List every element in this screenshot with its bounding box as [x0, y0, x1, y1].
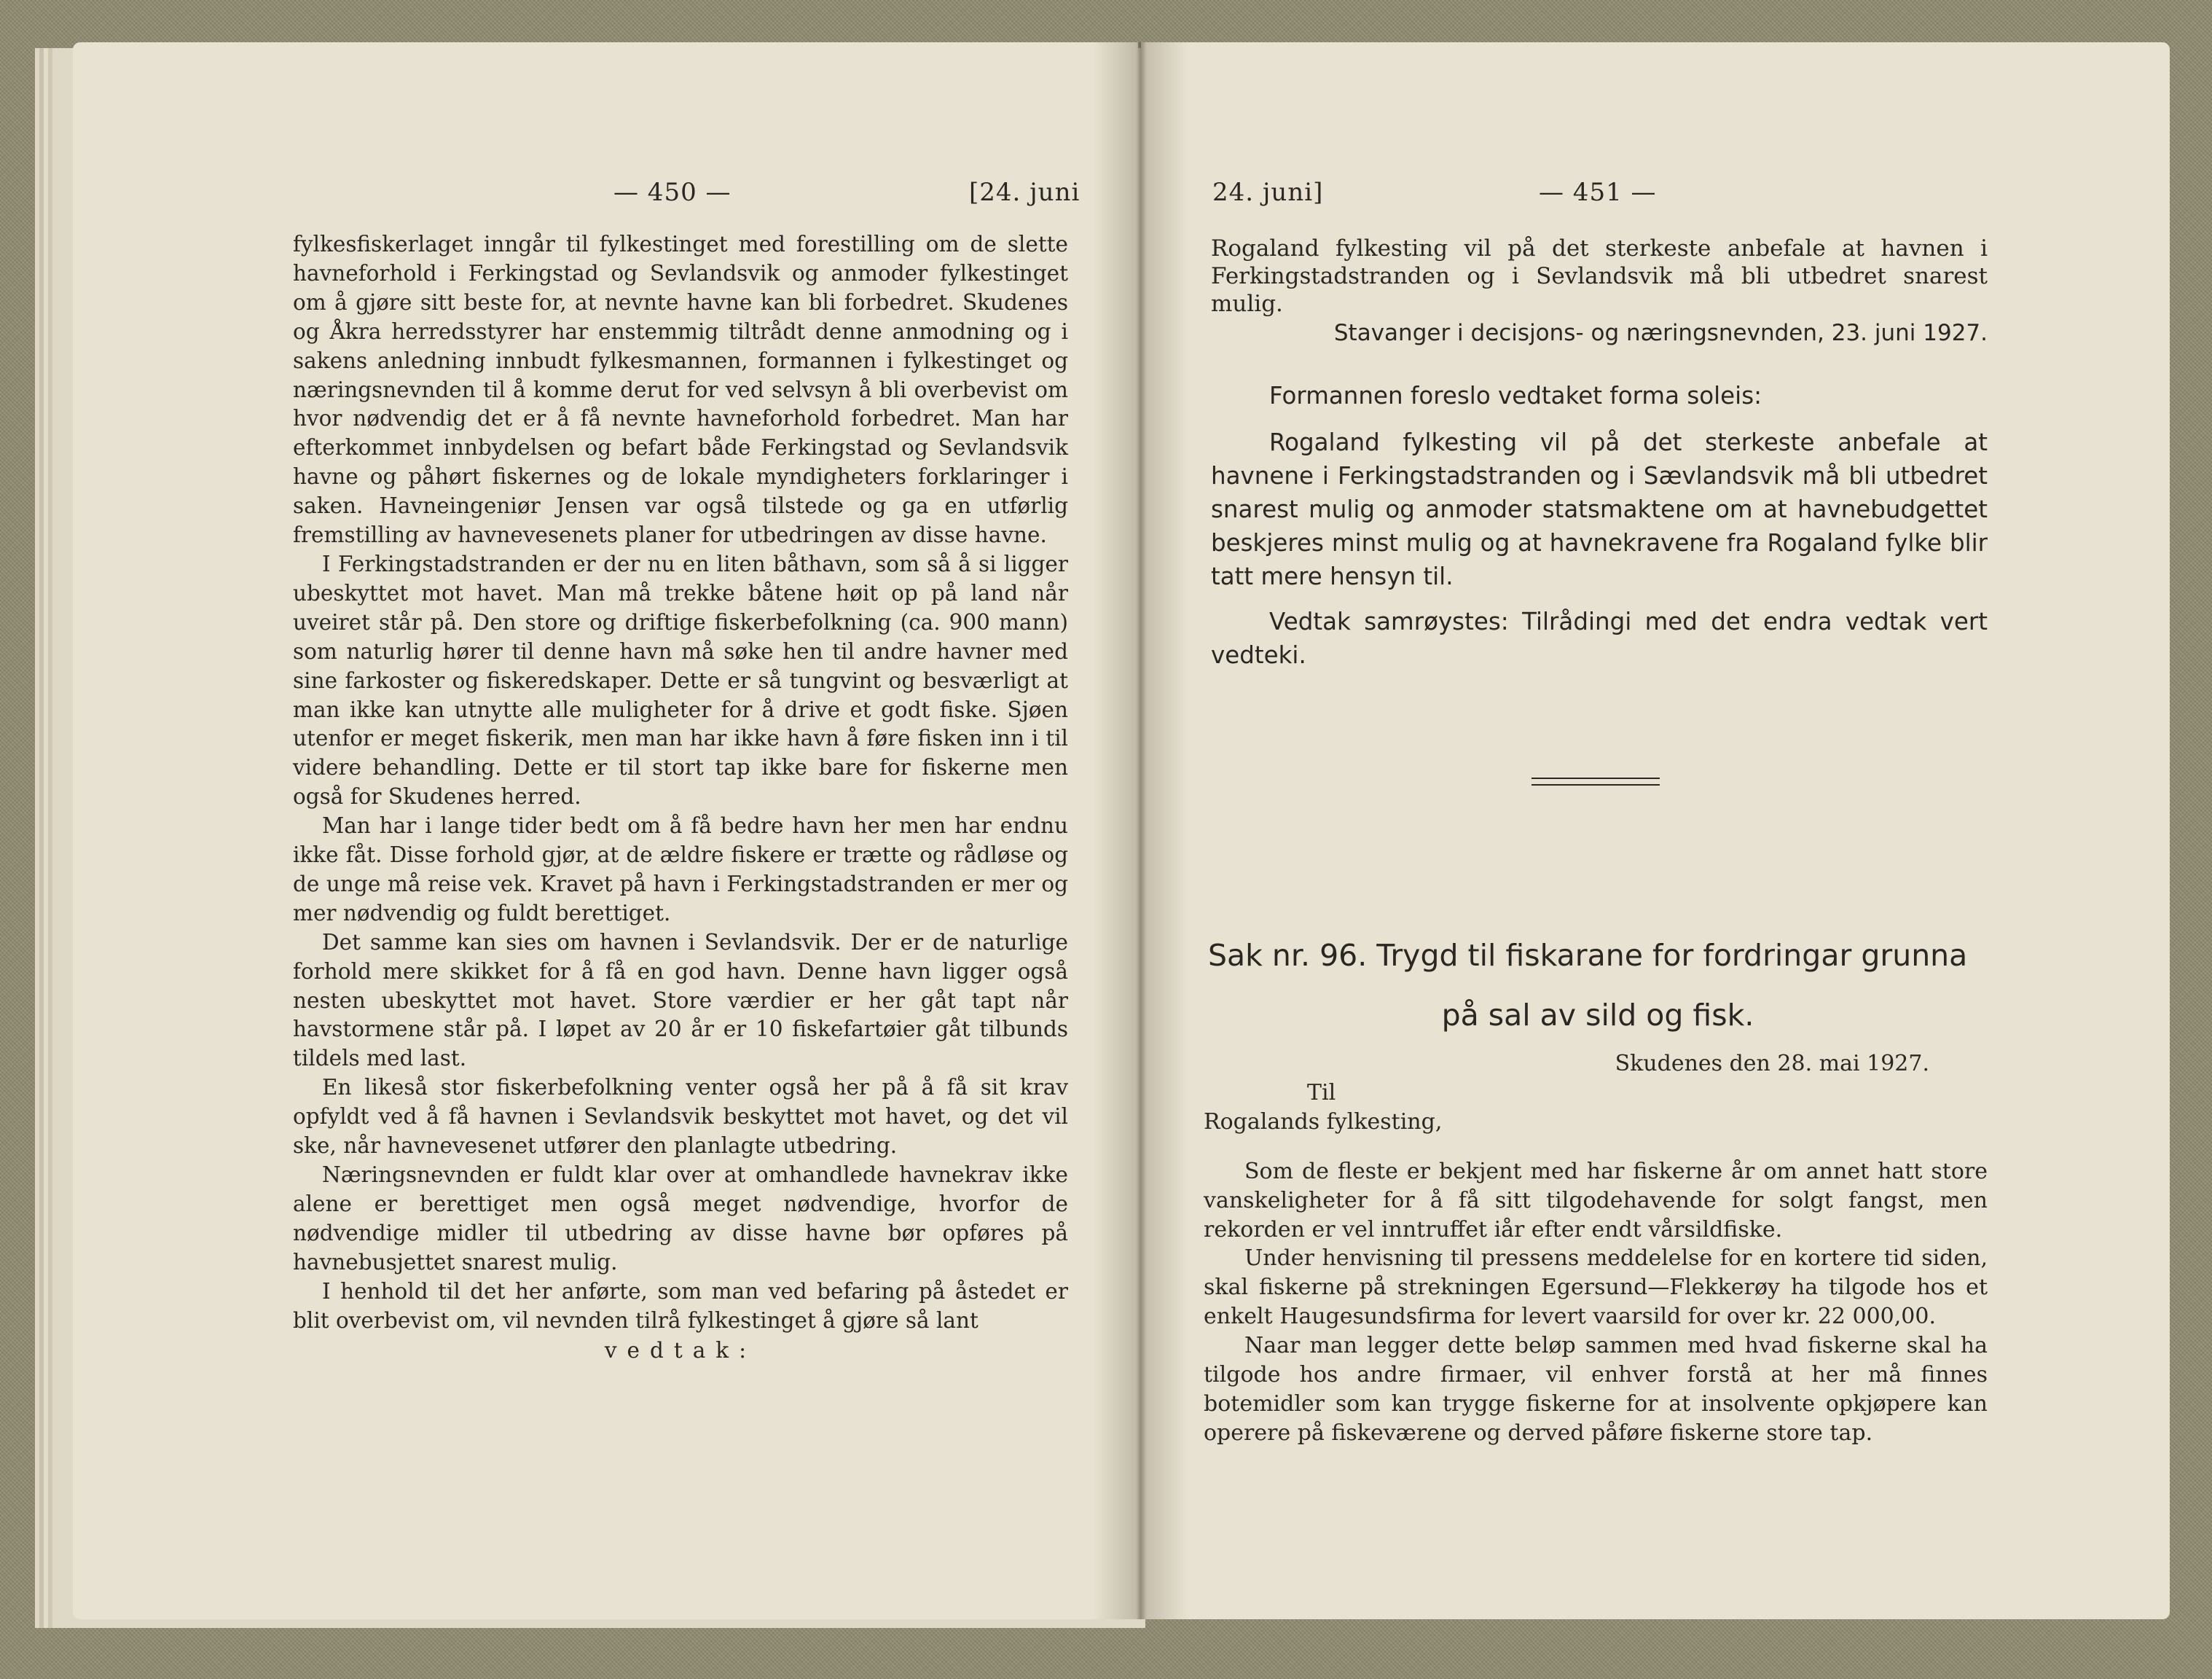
section-divider [1531, 778, 1660, 786]
proposal-intro: Formannen foreslo vedtaket forma soleis: [1269, 382, 1762, 410]
resolution-block [1211, 605, 1988, 672]
letter-paragraph-3: Naar man legger dette beløp sammen med hvad fiskerne skal ha tilgode hos andre firmaer, vil enhver forstå at her må finnes botemidler som kan trygge fiskerne for at insolvente opkjøpere kan operere på fiskeværene og derved påføre fiskerne store tap. [1204, 1333, 1988, 1446]
proposal-text: Rogaland fylkesting vil på det sterkeste anbefale at havnene i Ferkingstadstranden og i Sævlandsvik må bli utbedret snarest mulig og anmoder statsmaktene om at havnebudgettet beskjeres minst mulig og at havnekravene fra Rogaland fylke blir tatt mere hensyn til. [1211, 428, 1988, 590]
left-running-head: [24. juni [969, 178, 1080, 207]
left-paragraph-5: En likeså stor fiskerbefolkning venter også her på å få sit krav opfyldt ved å få havnen i Sevlandsvik beskyttet mot havet, og det vil ske, når havnevesenet utfører den planlagte utbedring. [293, 1075, 1068, 1159]
vedtak-label: vedtak: [604, 1338, 757, 1363]
left-body-text [293, 230, 1068, 1366]
right-opening-block [1211, 235, 1988, 318]
book-gutter [1093, 42, 1189, 1619]
case-heading-line-2: på sal av sild og fisk. [1441, 998, 1754, 1033]
left-page-number: — 450 — [613, 178, 732, 207]
left-paragraph-1: fylkesfiskerlaget inngår til fylkestinget med forestilling om de slette havneforhold i Ferkingstad og Sevlandsvik og anmoder fylkestinget om å gjøre sitt beste for, at nevnte havne kan bli forbedret. Skudenes og Åkra herredsstyrer har enstemmig tiltrådt denne anmodning og i sakens anledning innbudt fylkesmannen, formannen i fylkestinget og næringsnevnden til å komme derut for ved selvsyn å bli overbevist om hvor nødvendig det er å få nevnte havneforhold forbedret. Man har efterkommet innbydelsen og befart både Ferkingstad og Sevlandsvik havne og påhørt fiskernes og de lokale myndigheters forklaringer i saken. Havneingeniør Jensen var også tilstede og ga en utførlig fremstilling av havnevesenets planer for utbedringen av disse havne. [293, 232, 1068, 548]
letter-date: Skudenes den 28. mai 1927. [1615, 1051, 1929, 1076]
left-paragraph-2: I Ferkingstadstranden er der nu en liten båthavn, som så å si ligger ubeskyttet mot havet. Man må trekke båtene høit op på land når uveiret står på. Den store og driftige fiskerbefolkning (ca. 900 mann) som naturlig hører til denne havn må søke hen til andre havner med sine farkoster og fiskeredskaper. Dette er så tungvint og besværligt at man ikke kan utnytte alle muligheter for å drive et godt fiske. Sjøen utenfor er meget fiskerik, men man har ikke havn å føre fisken inn i til videre behandling. Dette er til stort tap ikke bare for fiskerne men også for Skudenes herred. [293, 551, 1068, 810]
letter-block [1204, 1049, 1988, 1448]
left-paragraph-3: Man har i lange tider bedt om å få bedre havn her men har endnu ikke fåt. Disse forhold gjør, at de ældre fiskere er trætte og rådløse og de unge må reise vek. Kravet på havn i Ferkingstadstranden er mer og mer nødvendig og fuldt berettiget. [293, 813, 1068, 925]
salutation-to: Til [1307, 1079, 1336, 1105]
left-paragraph-4: Det samme kan sies om havnen i Sevlandsvik. Der er de naturlige forhold mere skikket for å få en god havn. Denne havn ligger også nesten ubeskyttet mot havet. Store værdier er her gåt tapt når havstormene står på. I løpet av 20 år er 10 fiskefartøier gåt tilbunds tildels med last. [293, 929, 1068, 1071]
case-heading-line-1: Sak nr. 96. Trygd til fiskarane for fordringar grunna [1208, 938, 1968, 973]
signature-line: Stavanger i decisjons- og næringsnevnden, 23. juni 1927. [1333, 320, 1988, 346]
left-paragraph-7: I henhold til det her anførte, som man ved befaring på åstedet er blit overbevist om, vil nevnden tilrå fylkestinget å gjøre så lant [293, 1278, 1068, 1333]
letter-paragraph-1: Som de fleste er bekjent med har fiskerne år om annet hatt store vanskeligheter for å få sitt tilgodehavende for solgt fangst, men rekorden er vel inntruffet iår efter endt vårsildfiske. [1204, 1158, 1988, 1242]
opening-resolution: Rogaland fylkesting vil på det sterkeste anbefale at havnen i Ferkingstadstranden og i Sevlandsvik må bli utbedret snarest mulig. [1211, 235, 1988, 317]
proposal-block [1211, 426, 1988, 593]
case-heading [1208, 925, 1988, 1045]
right-page-number: — 451 — [1539, 178, 1657, 207]
resolution-text: Vedtak samrøystes: Tilrådingi med det endra vedtak vert vedteki. [1211, 608, 1988, 669]
salutation-addressee: Rogalands fylkesting, [1204, 1108, 1443, 1135]
right-running-head: 24. juni] [1212, 178, 1324, 207]
letter-paragraph-2: Under henvisning til pressens meddelelse for en kortere tid siden, skal fiskerne på strekningen Egersund—Flekkerøy ha tilgode hos et enkelt Haugesundsfirma for levert vaarsild for over kr. 22 000,00. [1204, 1245, 1988, 1330]
left-paragraph-6: Næringsnevnden er fuldt klar over at omhandlede havnekrav ikke alene er berettiget men også meget nødvendige, hvorfor de nødvendige midler til utbedring av disse havne bør opføres på havnebusjettet snarest mulig. [293, 1162, 1068, 1275]
